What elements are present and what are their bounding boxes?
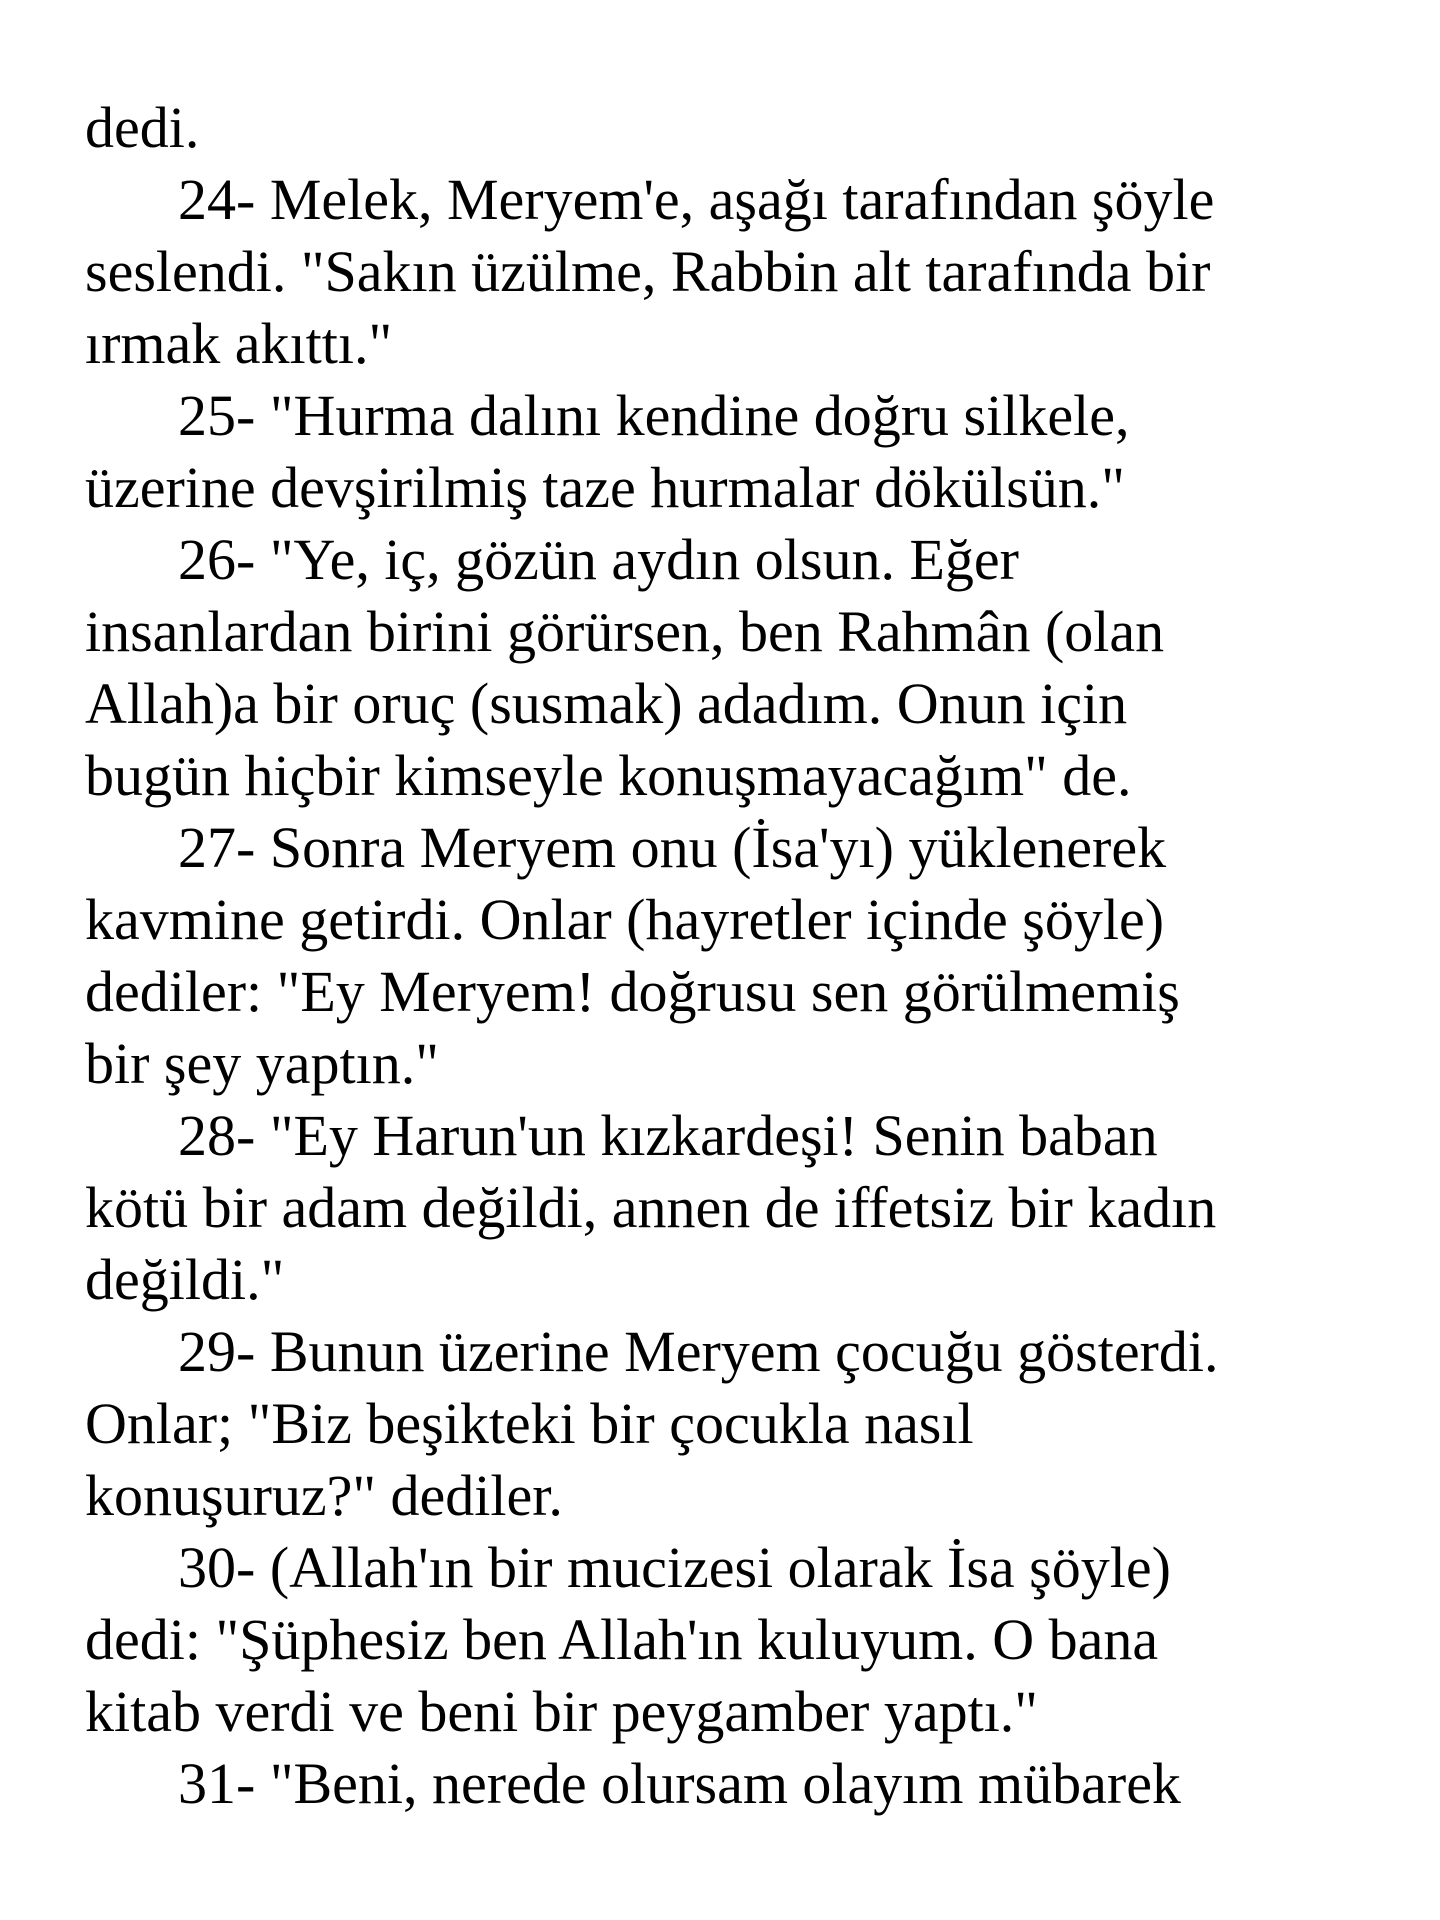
- text-line: kavmine getirdi. Onlar (hayretler içinde şöyle): [85, 887, 1165, 952]
- text-line: konuşuruz?" dediler.: [85, 1463, 563, 1528]
- verse-24: [85, 164, 1385, 380]
- text-line: 28- "Ey Harun'un kızkardeşi! Senin baban: [178, 1103, 1158, 1168]
- paragraph-continuation: [85, 92, 1385, 164]
- text-line: 24- Melek, Meryem'e, aşağı tarafından şöyle: [178, 167, 1215, 232]
- document-page: [85, 92, 1385, 1820]
- text-line: 25- "Hurma dalını kendine doğru silkele,: [178, 383, 1130, 448]
- text-line: 29- Bunun üzerine Meryem çocuğu gösterdi.: [178, 1319, 1219, 1384]
- text-line: dediler: "Ey Meryem! doğrusu sen görülmemiş: [85, 959, 1180, 1024]
- verse-26: [85, 524, 1385, 812]
- text-line: değildi.": [85, 1247, 285, 1312]
- text-line: kitab verdi ve beni bir peygamber yaptı.": [85, 1679, 1038, 1744]
- text-line: 27- Sonra Meryem onu (İsa'yı) yüklenerek: [178, 815, 1167, 880]
- text-line: Allah)a bir oruç (susmak) adadım. Onun için: [85, 671, 1128, 736]
- text-line: 30- (Allah'ın bir mucizesi olarak İsa şöyle): [178, 1535, 1171, 1600]
- text-line: seslendi. "Sakın üzülme, Rabbin alt tarafında bir: [85, 239, 1211, 304]
- text-line: bugün hiçbir kimseyle konuşmayacağım" de.: [85, 743, 1132, 808]
- text-line: insanlardan birini görürsen, ben Rahmân (olan: [85, 599, 1165, 664]
- verse-28: [85, 1100, 1385, 1316]
- verse-30: [85, 1532, 1385, 1748]
- verse-27: [85, 812, 1385, 1100]
- text-line: ırmak akıttı.": [85, 311, 393, 376]
- text-line: 26- "Ye, iç, gözün aydın olsun. Eğer: [178, 527, 1019, 592]
- text-line: üzerine devşirilmiş taze hurmalar dökülsün.": [85, 455, 1125, 520]
- verse-29: [85, 1316, 1385, 1532]
- text-line: Onlar; "Biz beşikteki bir çocukla nasıl: [85, 1391, 974, 1456]
- text-line: dedi.: [85, 95, 200, 160]
- verse-31: [85, 1748, 1385, 1820]
- text-line: dedi: "Şüphesiz ben Allah'ın kuluyum. O bana: [85, 1607, 1159, 1672]
- text-line: kötü bir adam değildi, annen de iffetsiz bir kadın: [85, 1175, 1217, 1240]
- text-line: bir şey yaptın.": [85, 1031, 439, 1096]
- verse-25: [85, 380, 1385, 524]
- text-line: 31- "Beni, nerede olursam olayım mübarek: [178, 1751, 1181, 1816]
